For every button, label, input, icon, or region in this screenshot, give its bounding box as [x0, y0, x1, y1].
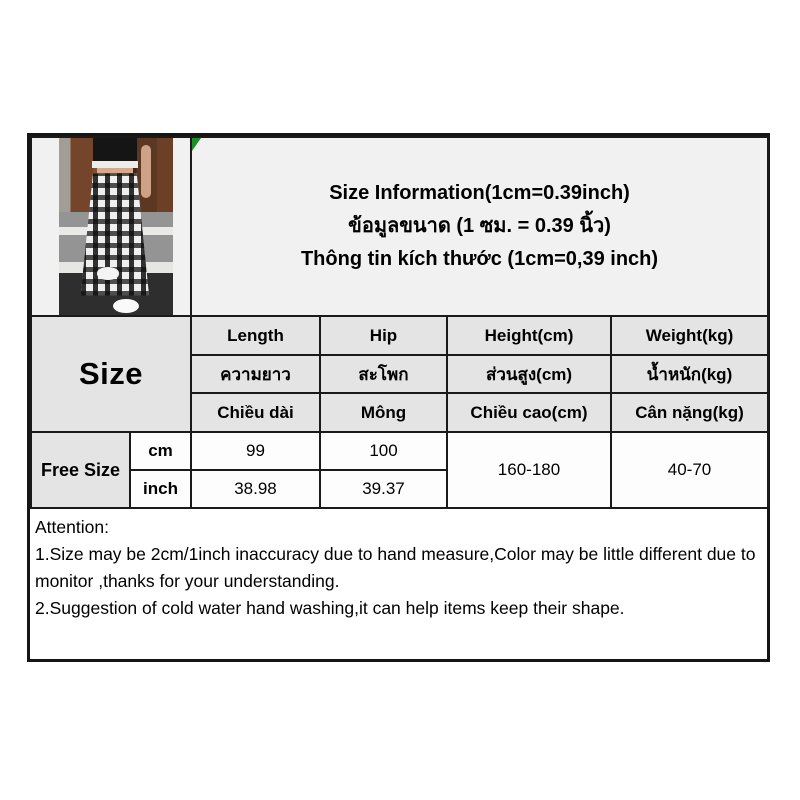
product-photo: [59, 138, 173, 315]
header-length-th: ความยาว: [191, 355, 320, 393]
size-table: [30, 136, 769, 509]
unit-inch-label: inch: [130, 470, 191, 508]
photo-black-crop-top: [93, 138, 136, 161]
header-weight-th: น้ำหนัก(kg): [611, 355, 768, 393]
attention-note-2: 2.Suggestion of cold water hand washing,it can help items keep their shape.: [35, 598, 625, 618]
photo-model-arm: [141, 145, 151, 198]
header-hip-th: สะโพก: [320, 355, 447, 393]
length-cm-value: 99: [191, 432, 320, 470]
unit-cm-label: cm: [130, 432, 191, 470]
product-photo-cell: [31, 137, 191, 316]
header-hip-vi: Mông: [320, 393, 447, 432]
size-chart-sheet: [27, 133, 770, 662]
photo-white-tee-hem: [92, 161, 138, 168]
weight-range-value: 40-70: [611, 432, 768, 508]
header-length-vi: Chiều dài: [191, 393, 320, 432]
title-english: Size Information(1cm=0.39inch): [329, 182, 630, 204]
free-size-label: Free Size: [31, 432, 130, 508]
green-corner-marker-icon: [192, 138, 201, 151]
photo-model-waist: [97, 168, 133, 173]
header-height-vi: Chiều cao(cm): [447, 393, 611, 432]
header-hip-en: Hip: [320, 316, 447, 355]
header-height-th: ส่วนสูง(cm): [447, 355, 611, 393]
attention-notes: [30, 509, 767, 622]
attention-note-1: 1.Size may be 2cm/1inch inaccuracy due to hand measure,Color may be little different due to monitor ,thanks for your understanding.: [35, 544, 756, 591]
hip-inch-value: 39.37: [320, 470, 447, 508]
height-range-value: 160-180: [447, 432, 611, 508]
header-weight-vi: Cân nặng(kg): [611, 393, 768, 432]
photo-white-shoe-left: [97, 267, 120, 279]
photo-white-shoe-right: [113, 299, 139, 313]
attention-heading: Attention:: [35, 517, 109, 537]
hip-cm-value: 100: [320, 432, 447, 470]
length-inch-value: 38.98: [191, 470, 320, 508]
title-thai: ข้อมูลขนาด (1 ซม. = 0.39 นิ้ว): [348, 215, 611, 237]
title-cell: [191, 137, 768, 316]
size-header-cell: Size: [31, 316, 191, 432]
title-vietnamese: Thông tin kích thước (1cm=0,39 inch): [300, 248, 659, 270]
header-weight-en: Weight(kg): [611, 316, 768, 355]
header-height-en: Height(cm): [447, 316, 611, 355]
header-length-en: Length: [191, 316, 320, 355]
